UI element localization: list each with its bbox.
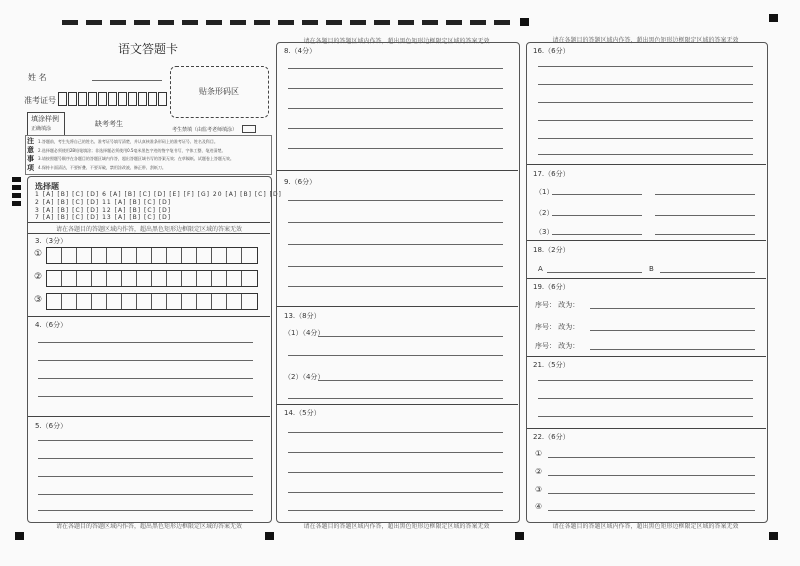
q3-grid-3[interactable] (46, 293, 258, 310)
answer-line[interactable] (538, 102, 753, 103)
answer-line[interactable] (552, 234, 642, 235)
answer-line[interactable] (288, 222, 503, 223)
q8-label: 8.（4分） (284, 47, 317, 55)
notes-text: 1.答题前，考生先将自己的姓名、准考证号填写清楚，并认真核准条形码上的准考证号、姓名及科目。 2.选择题必须使用2B铅笔填涂；非选择题必须使用0.5毫米黑色字迹的签字笔书写，字体工整、笔迹清楚。 3.请按照题号顺序在各题目的答题区域内作答，超出答题区域书写的答案无效；在草稿纸、试题卷上答题无效。 4.保持卡面清洁，不要折叠、不要弄破，禁用涂改液、修正带、刮纸刀。 (38, 139, 234, 170)
corner-mark-bottom-mid1 (265, 532, 274, 540)
answer-line[interactable] (655, 234, 755, 235)
q5-label: 5.（6分） (35, 422, 68, 430)
answer-line[interactable] (547, 272, 642, 273)
q13-label: 13.（8分） (284, 312, 321, 320)
q3-grid-2[interactable] (46, 270, 258, 287)
answer-line[interactable] (288, 286, 503, 287)
corner-mark-bottom-right (769, 532, 778, 540)
top-timing-bar (62, 20, 517, 25)
q14-label: 14.（5分） (284, 409, 321, 417)
section-divider (527, 428, 766, 429)
answer-line[interactable] (548, 493, 755, 494)
answer-line[interactable] (288, 200, 503, 201)
answer-line[interactable] (288, 88, 503, 89)
answer-line[interactable] (38, 396, 253, 397)
ticket-number-boxes[interactable] (58, 92, 168, 106)
answer-line[interactable] (655, 215, 755, 216)
choice-row[interactable]: 3 [A] [B] [C] [D] 12 [A] [B] [C] [D] (35, 207, 172, 214)
answer-line[interactable] (38, 494, 253, 495)
choice-row[interactable]: 2 [A] [B] [C] [D] 11 [A] [B] [C] [D] (35, 199, 172, 206)
q21-label: 21.（5分） (533, 361, 570, 369)
q22-label: 22.（6分） (533, 433, 570, 441)
section-divider (527, 278, 766, 279)
q3-mark-2: ② (34, 272, 43, 282)
answer-line[interactable] (655, 194, 755, 195)
q22-mark-2: ② (535, 467, 543, 476)
notes-heading: 注 意 事 项 (27, 137, 34, 172)
corner-mark-bottom-mid2 (515, 532, 524, 540)
answer-line[interactable] (552, 194, 642, 195)
answer-line[interactable] (288, 452, 503, 453)
q18-label: 18.（2分） (533, 246, 570, 254)
answer-line[interactable] (38, 458, 253, 459)
answer-line[interactable] (538, 154, 753, 155)
absent-note: 考生禁填（由监考老师填涂） (172, 127, 238, 133)
middle-footer-warning: 请在各题目的答题区域内作答，超出黑色矩形边框限定区域的答案无效 (303, 523, 490, 530)
section-divider (277, 404, 518, 405)
answer-line[interactable] (288, 398, 503, 399)
answer-line[interactable] (538, 416, 753, 417)
name-label: 姓 名 (28, 73, 47, 82)
q16-label: 16.（6分） (533, 47, 570, 55)
answer-line[interactable] (38, 360, 253, 361)
choice-row[interactable]: 7 [A] [B] [C] [D] 13 [A] [B] [C] [D] (35, 214, 172, 221)
q22-mark-3: ③ (535, 485, 543, 494)
corner-mark-bottom-left (15, 532, 24, 540)
choice-row[interactable]: 1 [A] [B] [C] [D] 6 [A] [B] [C] [D] [E] [F] [G] 20 [A] [B] [C] [D] (35, 191, 282, 198)
ticket-label: 准考证号 (24, 96, 56, 105)
answer-line[interactable] (590, 308, 755, 309)
section-divider (277, 306, 518, 307)
q19-row: 序号： 改为： (535, 342, 580, 350)
q22-mark-4: ④ (535, 502, 543, 511)
answer-line[interactable] (288, 266, 503, 267)
q18-a-label: A (538, 265, 543, 273)
left-footer-warning: 请在各题目的答题区域内作答，超出黑色矩形边框限定区域的答案无效 (55, 523, 242, 530)
q9-label: 9.（6分） (284, 178, 317, 186)
answer-line[interactable] (288, 432, 503, 433)
corner-mark-top-mid (520, 18, 529, 26)
q4-label: 4.（6分） (35, 321, 68, 329)
answer-line[interactable] (288, 492, 503, 493)
answer-line[interactable] (288, 355, 503, 356)
q13-part-1: （1）（4分） (284, 329, 325, 337)
sample-label: 填涂样例 (31, 115, 59, 123)
section-divider (28, 416, 270, 417)
section-divider (28, 222, 270, 223)
card-title: 语文答题卡 (118, 42, 179, 56)
absent-checkbox[interactable] (242, 125, 256, 133)
q17-part-3: （3） (535, 228, 554, 236)
answer-line[interactable] (38, 342, 253, 343)
q18-b-label: B (649, 265, 654, 273)
q22-mark-1: ① (535, 449, 543, 458)
answer-line[interactable] (288, 244, 503, 245)
section-divider (527, 164, 766, 165)
answer-line[interactable] (660, 272, 755, 273)
q17-part-2: （2） (535, 209, 554, 217)
q3-label: 3.（3分） (35, 237, 68, 245)
barcode-label: 贴条形码区 (199, 87, 239, 96)
side-timing-mark (12, 185, 21, 190)
absent-label: 缺考考生 (95, 120, 123, 128)
answer-line[interactable] (548, 457, 755, 458)
side-timing-mark (12, 177, 21, 182)
answer-line[interactable] (288, 68, 503, 69)
q19-row: 序号： 改为： (535, 323, 580, 331)
answer-line[interactable] (38, 476, 253, 477)
answer-line[interactable] (538, 138, 753, 139)
answer-line[interactable] (288, 148, 503, 149)
answer-line[interactable] (318, 336, 503, 337)
sample-correct-label: 正确填涂 (31, 126, 52, 132)
answer-line[interactable] (590, 349, 755, 350)
q13-part-2: （2）（4分） (284, 373, 325, 381)
q19-row: 序号： 改为： (535, 301, 580, 309)
answer-line[interactable] (538, 66, 753, 67)
answer-line[interactable] (288, 472, 503, 473)
answer-line[interactable] (538, 398, 753, 399)
q19-label: 19.（6分） (533, 283, 570, 291)
section-divider (527, 240, 766, 241)
answer-line[interactable] (548, 510, 755, 511)
answer-line[interactable] (38, 378, 253, 379)
corner-mark-top-right (769, 14, 778, 22)
answer-line[interactable] (590, 330, 755, 331)
section-divider (28, 233, 270, 234)
choice-title: 选择题 (35, 182, 59, 191)
answer-line[interactable] (318, 380, 503, 381)
answer-line[interactable] (548, 475, 755, 476)
middle-answer-column (276, 42, 520, 523)
left-warning: 请在各题目的答题区域内作答，超出黑色矩形边框限定区域的答案无效 (55, 226, 242, 233)
answer-line[interactable] (552, 215, 642, 216)
answer-line[interactable] (538, 84, 753, 85)
answer-line[interactable] (38, 440, 253, 441)
q17-part-1: （1） (535, 188, 554, 196)
middle-header-warning: 请在各题目的答题区域内作答，超出黑色矩形边框限定区域的答案无效 (303, 38, 490, 45)
answer-line[interactable] (288, 108, 503, 109)
answer-line[interactable] (288, 128, 503, 129)
answer-line[interactable] (538, 380, 753, 381)
section-divider (277, 170, 518, 171)
section-divider (527, 356, 766, 357)
right-footer-warning: 请在各题目的答题区域内作答，超出黑色矩形边框限定区域的答案无效 (552, 523, 739, 530)
q3-mark-1: ① (34, 249, 43, 259)
q3-grid-1[interactable] (46, 247, 258, 264)
answer-line[interactable] (288, 510, 503, 511)
section-divider (28, 316, 270, 317)
right-header-warning: 请在各题目的答题区域内作答，超出黑色矩形边框限定区域的答案无效 (552, 37, 739, 44)
answer-line[interactable] (38, 510, 253, 511)
answer-line[interactable] (538, 120, 753, 121)
q3-mark-3: ③ (34, 295, 43, 305)
q17-label: 17.（6分） (533, 170, 570, 178)
name-field[interactable] (92, 80, 162, 81)
side-timing-mark (12, 193, 21, 198)
side-timing-mark (12, 201, 21, 206)
